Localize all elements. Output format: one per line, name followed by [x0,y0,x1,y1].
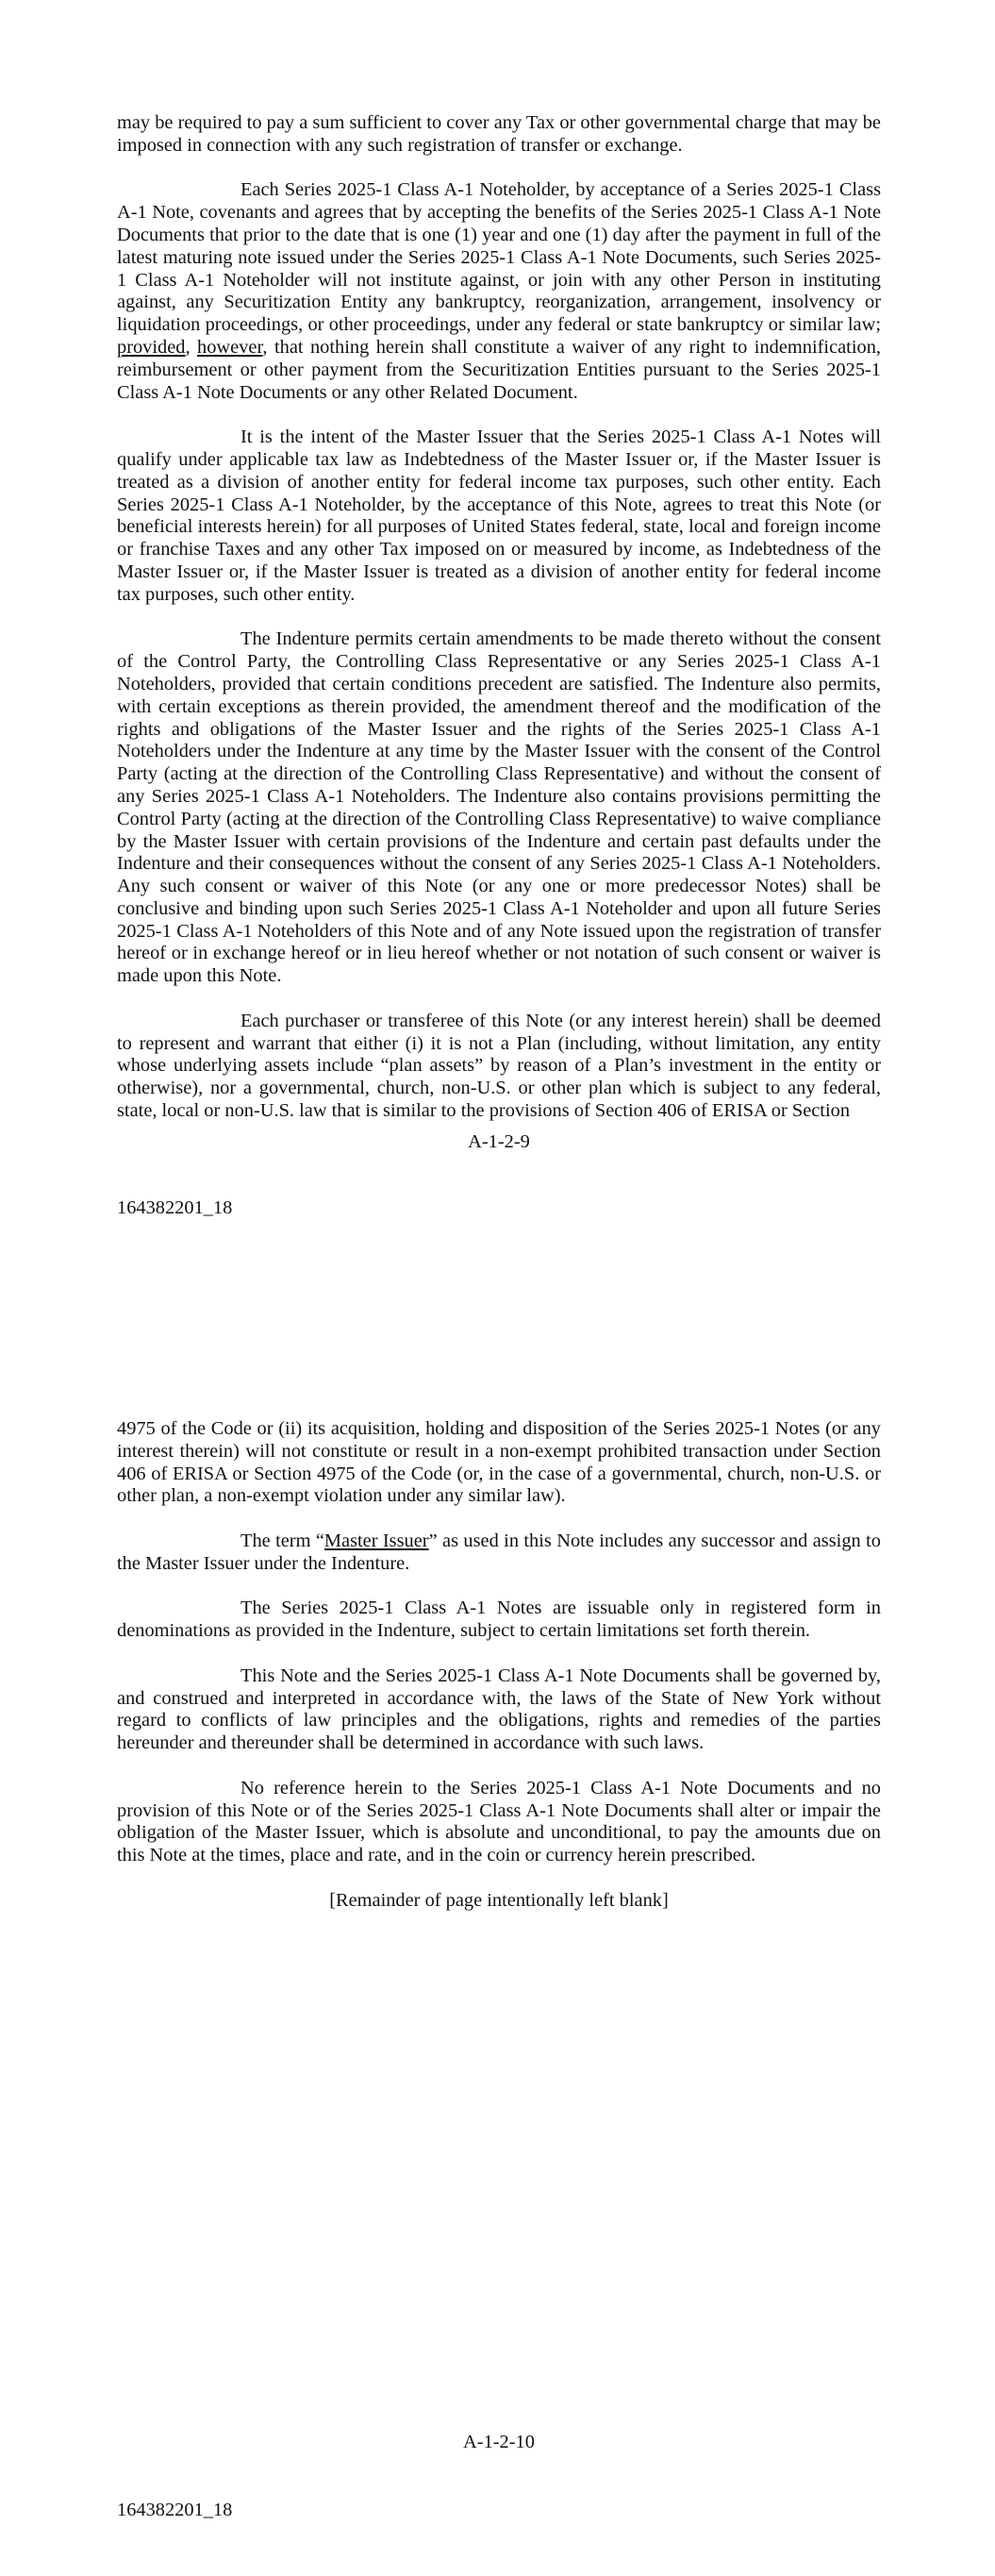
text: ” as used in this Note includes any successor and assign to the Master Issuer under the Indenture. [117,1530,881,1574]
paragraph-amendments: The Indenture permits certain amendments to be made thereto without the consent of the Control Party, the Controlling Class Representative or any Series 2025-1 Class A-1 Noteholders, provided that certain conditions precedent are satisfied. The Indenture also permits, with certain exceptions as therein provided, the amendment thereof and the modification of the rights and obligations of the Master Issuer and the rights of the Series 2025-1 Class A-1 Noteholders under the Indenture at any time by the Master Issuer with the consent of the Control Party (acting at the direction of the Controlling Class Representative) and without the consent of any Series 2025-1 Class A-1 Noteholders. The Indenture also contains provisions permitting the Control Party (acting at the direction of the Controlling Class Representative) to waive compliance by the Master Issuer with certain provisions of the Indenture and certain past defaults under the Indenture and their consequences without the consent of any Series 2025-1 Class A-1 Noteholders. Any such consent or waiver of this Note (or any one or more predecessor Notes) shall be conclusive and binding upon such Series 2025-1 Class A-1 Noteholder and upon all future Series 2025-1 Class A-1 Noteholders of this Note and of any Note issued upon the registration of transfer hereof or in exchange hereof or in lieu hereof whether or not notation of such consent or waiver is made upon this Note. [117,628,881,987]
document-id: 164382201_18 [117,1197,233,1218]
remainder-blank-note: [Remainder of page intentionally left blank] [329,1889,669,1911]
text: , [185,336,198,358]
paragraph-erisa: Each purchaser or transferee of this Note (or any interest herein) shall be deemed to represent and warrant that either (i) it is not a Plan (including, without limitation, any entity whose underlying assets include “plan assets” by reason of a Plan’s investment in the entity or otherwise), nor a governmental, church, non-U.S. or other plan which is subject to any federal, state, local or non-U.S. law that is similar to the provisions of Section 406 of ERISA or Section [117,1010,881,1122]
paragraph-no-impairment: No reference herein to the Series 2025-1 Class A-1 Note Documents and no provision of this Note or of the Series 2025-1 Class A-1 Note Documents shall alter or impair the obligation of the Master Issuer, which is absolute and unconditional, to pay the amounts due on this Note at the times, place and rate, and in the coin or currency herein prescribed. [117,1777,881,1866]
underlined-master-issuer: Master Issuer [323,1530,429,1551]
document-id: 164382201_18 [117,2500,233,2520]
paragraph-non-petition [117,179,881,404]
paragraph-tax-treatment: It is the intent of the Master Issuer that the Series 2025-1 Class A-1 Notes will qualify under applicable tax law as Indebtedness of the Master Issuer or, if the Master Issuer is treated as a division of another entity for federal income tax purposes, such other entity. Each Series 2025-1 Class A-1 Noteholder, by the acceptance of this Note, agrees to treat this Note (or beneficial interests herein) for all purposes of United States federal, state, local and foreign income or franchise Taxes and any other Tax imposed on or measured by income, as Indebtedness of the Master Issuer or, if the Master Issuer is treated as a division of another entity for federal income tax purposes, such other entity. [117,427,881,605]
paragraph-governing-law: This Note and the Series 2025-1 Class A-1 Note Documents shall be governed by, and construed and interpreted in accordance with, the laws of the State of New York without regard to conflicts of law principles and the obligations, rights and remedies of the parties hereunder and thereunder shall be determined in accordance with such laws. [117,1664,881,1754]
paragraph-tax-charge: may be required to pay a sum sufficient to cover any Tax or other governmental charge that may be imposed in connection with any such registration of transfer or exchange. [117,112,881,156]
paragraph-registered-form: The Series 2025-1 Class A-1 Notes are issuable only in registered form in denominations as provided in the Indenture, subject to certain limitations set forth therein. [117,1597,881,1642]
paragraph-master-issuer-term [117,1531,881,1576]
text: , that nothing herein shall constitute a waiver of any right to indemnification, reimbursement or other payment from the Securitization Entities pursuant to the Series 2025-1 Class A-1 Note Documents or any other Related Document. [117,336,881,403]
page-number: A-1-2-10 [463,2432,535,2452]
text: The term “ [240,1530,324,1551]
text: Each Series 2025-1 Class A-1 Noteholder, by acceptance of a Series 2025-1 Class A-1 Note, covenants and agrees that by accepting the benefits of the Series 2025-1 Class A-1 Note Documents that prior to the date that is one (1) year and one (1) day after the payment in full of the latest maturing note issued under the Series 2025-1 Class A-1 Note Documents, such Series 2025-1 Class A-1 Noteholder will not institute against, or join with any other Person in instituting against, any Securitization Entity any bankruptcy, reorganization, arrangement, insolvency or liquidation proceedings, or other proceedings, under any federal or state bankruptcy or similar law; [117,179,881,336]
page-2-body [117,1418,881,1934]
page-1-body [117,112,881,1123]
page-number: A-1-2-9 [468,1131,530,1152]
underlined-provided: provided [117,336,186,358]
underlined-however: however [197,336,263,358]
paragraph-erisa-continued: 4975 of the Code or (ii) its acquisition, holding and disposition of the Series 2025-1 Notes (or any interest therein) will not constitute or result in a non-exempt prohibited transaction under Section 406 of ERISA or Section 4975 of the Code (or, in the case of a governmental, church, non-U.S. or other plan, a non-exempt violation under any similar law). [117,1418,881,1507]
